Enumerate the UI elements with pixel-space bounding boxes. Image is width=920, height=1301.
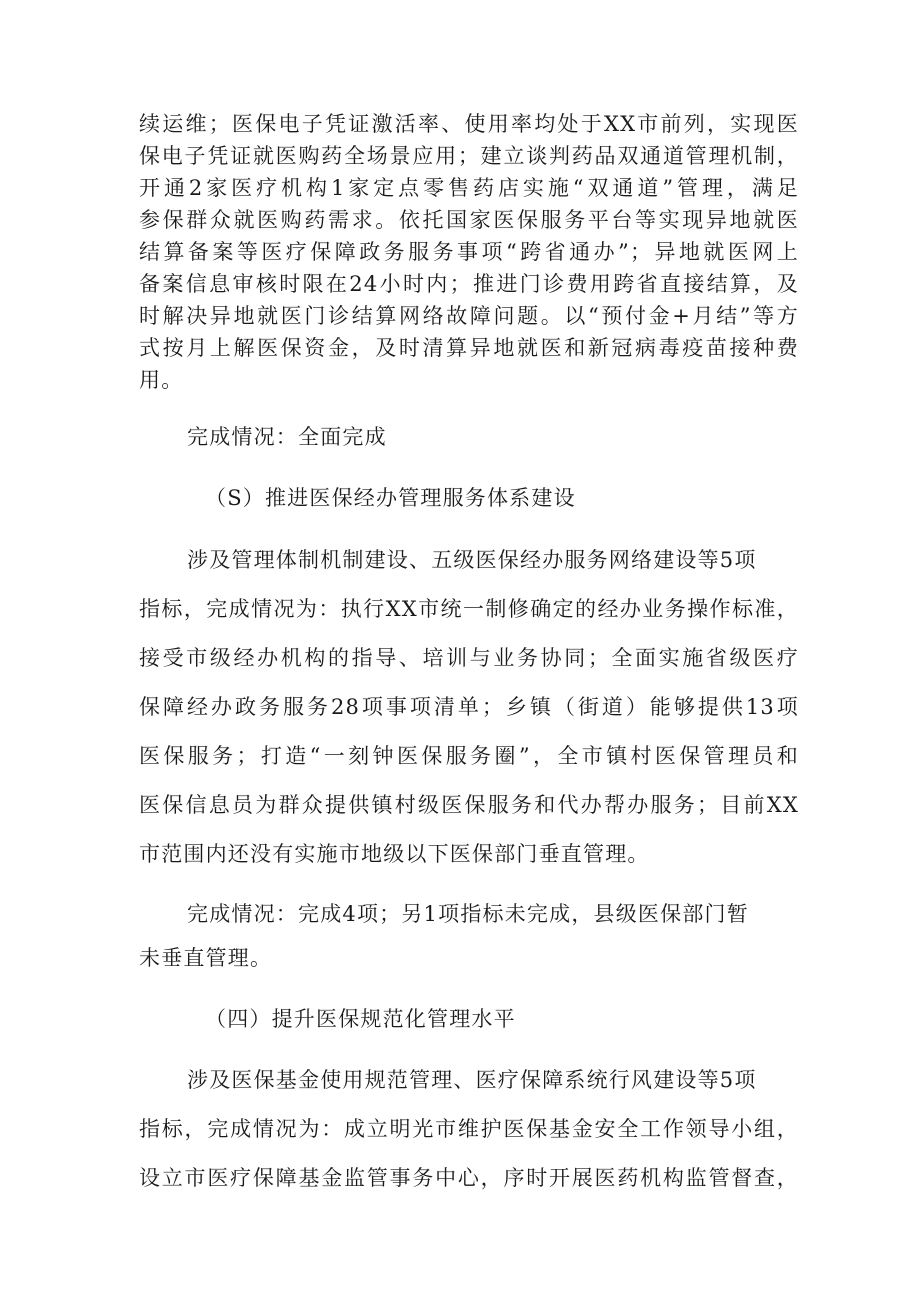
paragraph-line: 涉及管理体制机制建设、五级医保经办服务网络建设等5项 [187,548,757,572]
paragraph-line: 医保服务；打造“一刻钟医保服务圈”，全市镇村医保管理员和 [139,744,799,768]
paragraph-line: 参保群众就医购药需求。依托国家医保服务平台等实现异地就医 [139,208,799,232]
status-line: 完成情况：完成4项；另1项指标未完成，县级医保部门暂 [187,902,749,926]
paragraph-line: 开通2家医疗机构1家定点零售药店实施“双通道”管理，满足 [139,176,799,200]
paragraph-line: 用。 [139,368,184,392]
paragraph-line: 指标，完成情况为：成立明光市维护医保基金安全工作领导小组， [139,1117,799,1141]
paragraph-line: 医保信息员为群众提供镇村级医保服务和代办帮办服务；目前XX [139,793,799,817]
paragraph-line: 续运维；医保电子凭证激活率、使用率均处于XX市前列，实现医 [139,112,799,136]
paragraph-line: 指标，完成情况为：执行XX市统一制修确定的经办业务操作标准， [139,597,799,621]
paragraph-line: 涉及医保基金使用规范管理、医疗保障系统行风建设等5项 [187,1068,757,1092]
paragraph-line: 备案信息审核时限在24小时内；推进门诊费用跨省直接结算，及 [139,272,799,296]
paragraph-line: 接受市级经办机构的指导、培训与业务协同；全面实施省级医疗 [139,646,799,670]
paragraph-line: 保电子凭证就医购药全场景应用；建立谈判药品双通道管理机制， [139,144,799,168]
completion-status: 完成情况：全面完成 [187,425,387,449]
status-line: 未垂直管理。 [139,946,273,970]
paragraph-line: 保障经办政务服务28项事项清单；乡镇（街道）能够提供13项 [139,695,799,719]
section-heading: （S）推进医保经办管理服务体系建设 [205,486,576,510]
paragraph-line: 市范围内还没有实施市地级以下医保部门垂直管理。 [139,842,650,866]
section-heading: （四）提升医保规范化管理水平 [205,1007,516,1031]
paragraph-line: 时解决异地就医门诊结算网络故障问题。以“预付金+月结”等方 [139,304,799,328]
paragraph-line: 结算备案等医疗保障政务服务事项“跨省通办”；异地就医网上 [139,240,799,264]
paragraph-line: 设立市医疗保障基金监管事务中心，序时开展医药机构监管督查， [139,1166,799,1190]
paragraph-line: 式按月上解医保资金，及时清算异地就医和新冠病毒疫苗接种费 [139,336,799,360]
